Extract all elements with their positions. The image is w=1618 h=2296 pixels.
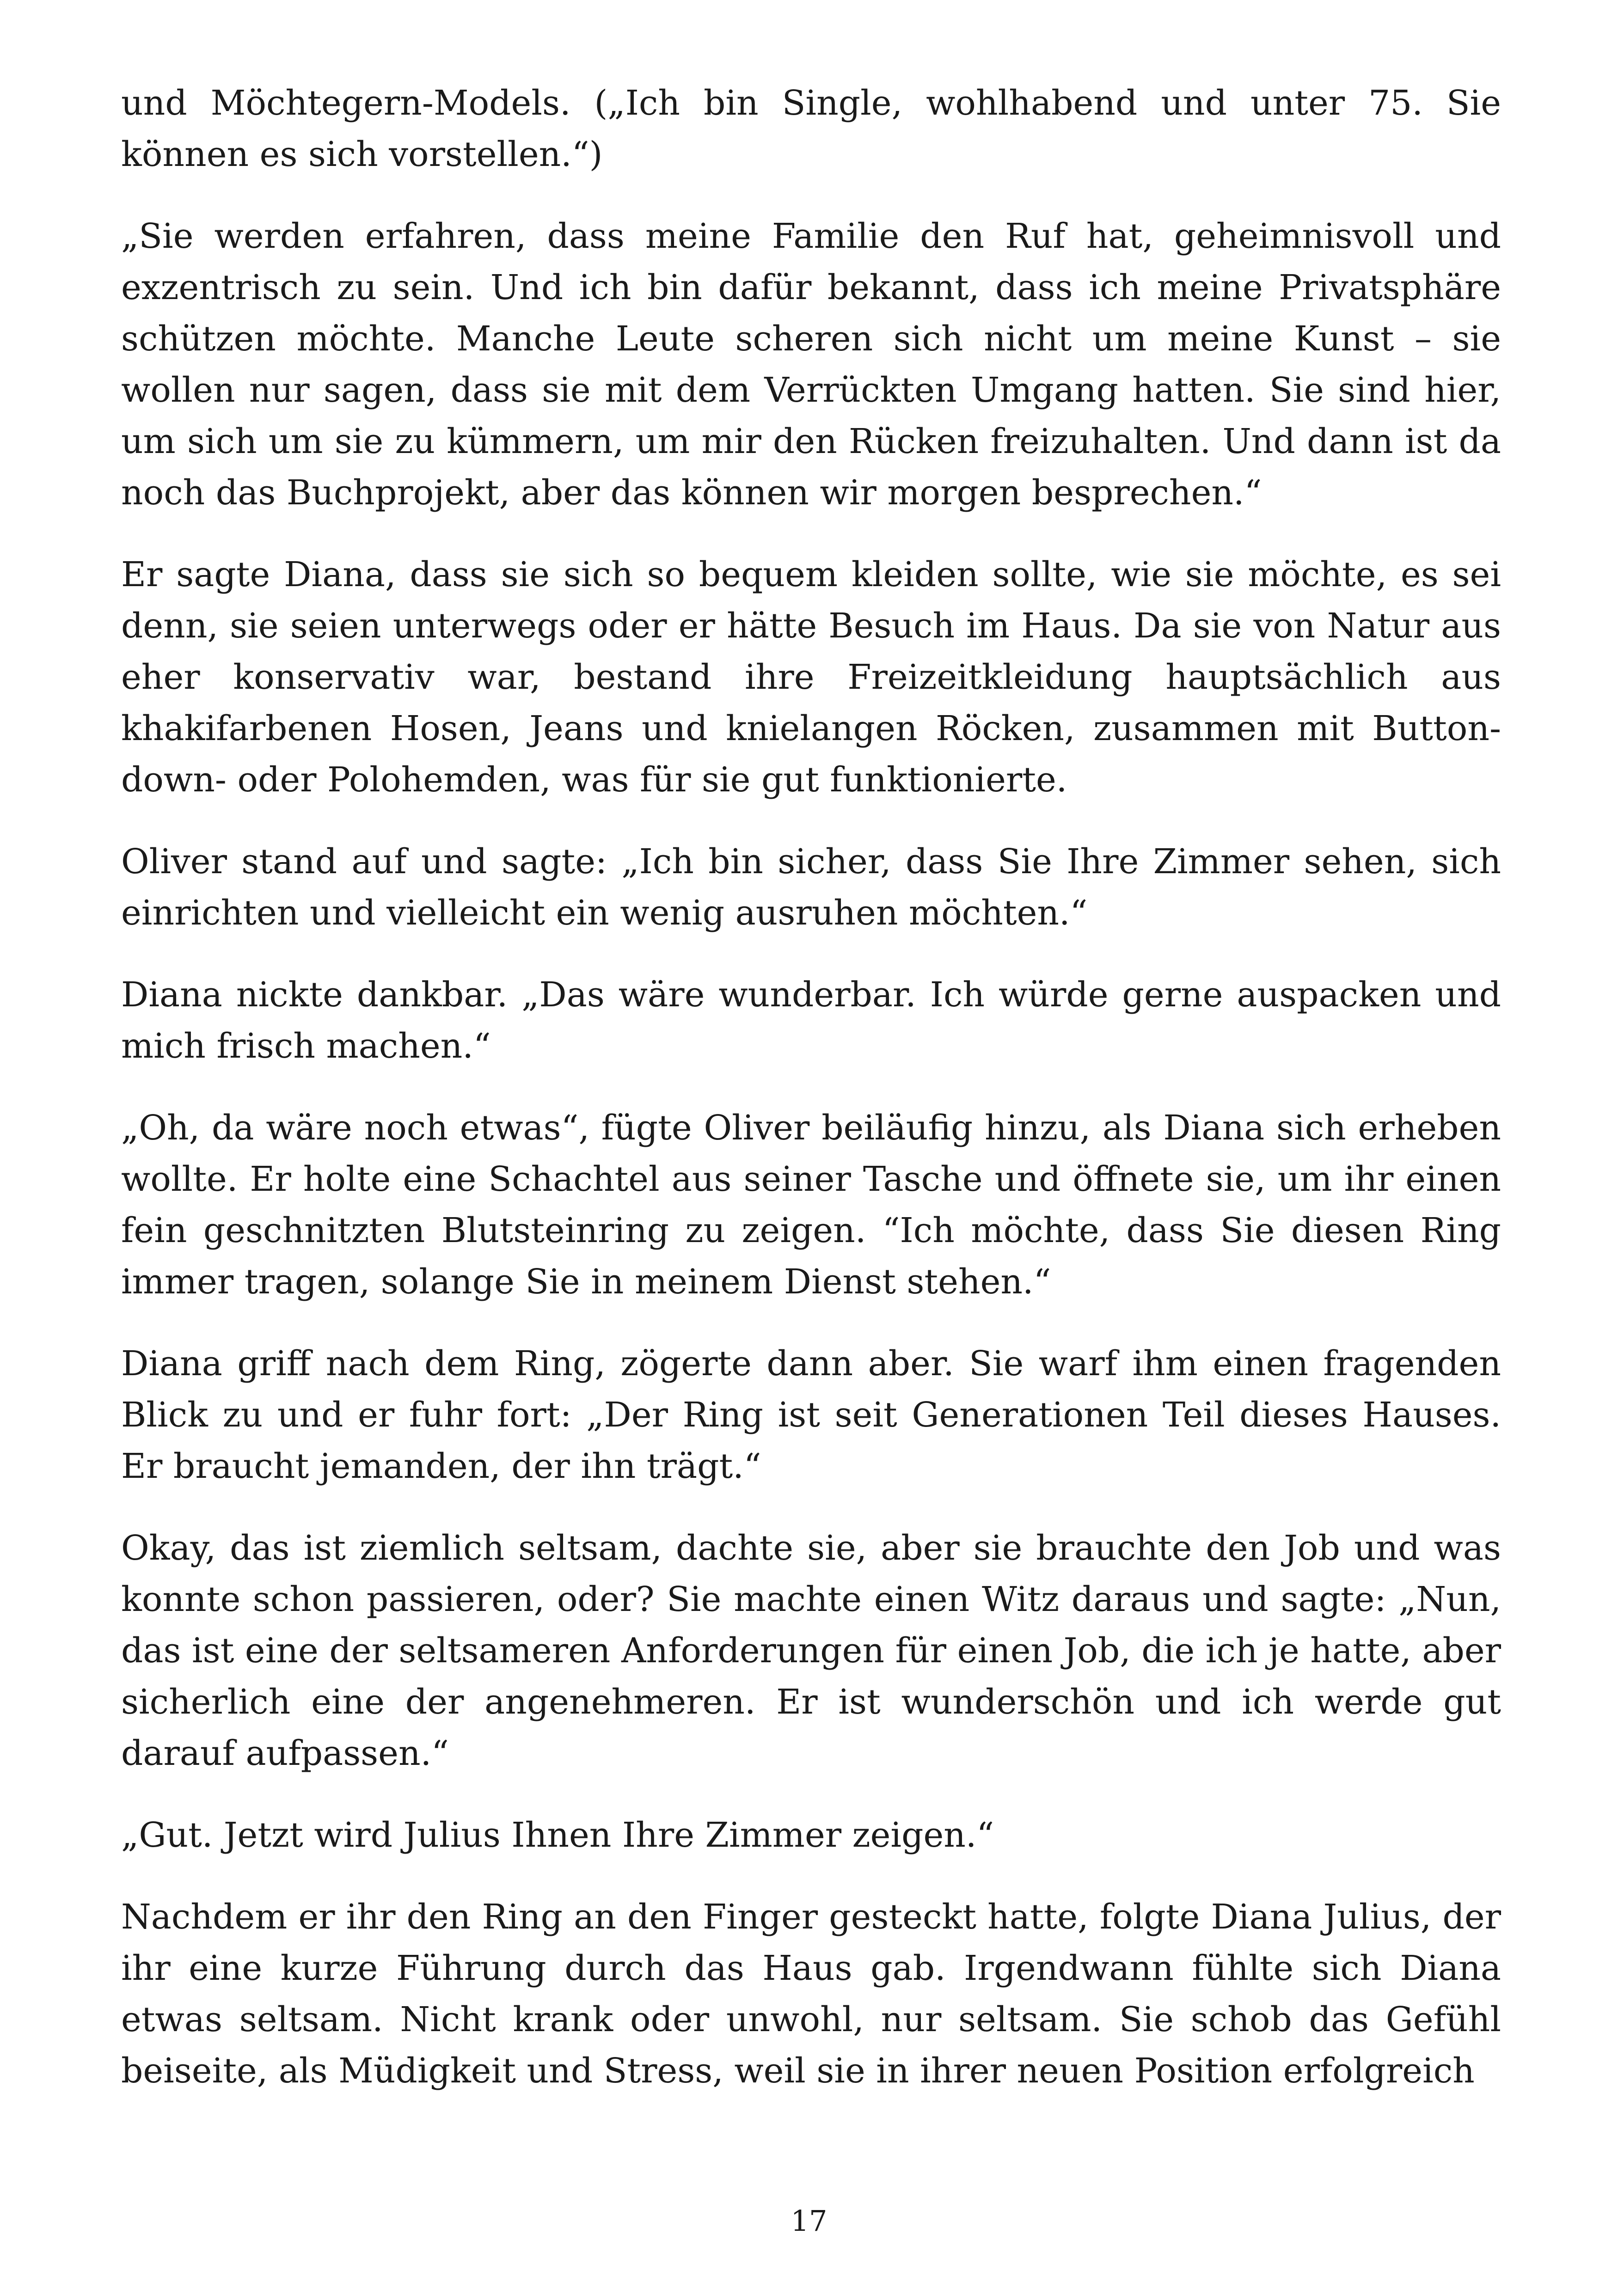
paragraph-4: Oliver stand auf und sagte: „Ich bin sicher, dass Sie Ihre Zimmer sehen, sich einrichten und vielleicht ein wenig ausruhen möchten.“	[121, 842, 1501, 933]
paragraph-9: „Gut. Jetzt wird Julius Ihnen Ihre Zimmer zeigen.“	[121, 1815, 994, 1855]
paragraph-5: Diana nickte dankbar. „Das wäre wunderbar. Ich würde gerne auspacken und mich frisch machen.“	[121, 975, 1501, 1066]
paragraph-7: Diana griff nach dem Ring, zögerte dann aber. Sie warf ihm einen fragenden Blick zu und er fuhr fort: „Der Ring ist seit Generationen Teil dieses Hauses. Er braucht jemanden, der ihn trägt.“	[121, 1344, 1501, 1486]
paragraph-6: „Oh, da wäre noch etwas“, fügte Oliver beiläufig hinzu, als Diana sich erheben wollte. Er holte eine Schachtel aus seiner Tasche und öffnete sie, um ihr einen fein geschnitzten Blutsteinring zu zeigen. “Ich möchte, dass Sie diesen Ring immer tragen, solange Sie in meinem Dienst stehen.“	[121, 1108, 1501, 1302]
page-body	[121, 78, 1501, 2127]
paragraph-2: „Sie werden erfahren, dass meine Familie den Ruf hat, geheimnisvoll und exzentrisch zu sein. Und ich bin dafür bekannt, dass ich meine Privatsphäre schützen möchte. Manche Leute scheren sich nicht um meine Kunst – sie wollen nur sagen, dass sie mit dem Verrückten Umgang hatten. Sie sind hier, um sich um sie zu kümmern, um mir den Rücken freizuhalten. Und dann ist da noch das Buchprojekt, aber das können wir morgen besprechen.“	[121, 216, 1501, 513]
paragraph-3: Er sagte Diana, dass sie sich so bequem kleiden sollte, wie sie möchte, es sei denn, sie seien unterwegs oder er hätte Besuch im Haus. Da sie von Natur aus eher konservativ war, bestand ihre Freizeitkleidung hauptsächlich aus khakifarbenen Hosen, Jeans und knielangen Röcken, zusammen mit Button-down- oder Polohemden, was für sie gut funktionierte.	[121, 555, 1501, 800]
paragraph-10: Nachdem er ihr den Ring an den Finger gesteckt hatte, folgte Diana Julius, der ihr eine kurze Führung durch das Haus gab. Irgendwann fühlte sich Diana etwas seltsam. Nicht krank oder unwohl, nur seltsam. Sie schob das Gefühl beiseite, als Müdigkeit und Stress, weil sie in ihrer neuen Position erfolgreich	[121, 1897, 1501, 2091]
page-number: 17	[791, 2204, 827, 2238]
paragraph-1: und Möchtegern-Models. („Ich bin Single, wohlhabend und unter 75. Sie können es sich vorstellen.“)	[121, 83, 1501, 174]
paragraph-8: Okay, das ist ziemlich seltsam, dachte sie, aber sie brauchte den Job und was konnte schon passieren, oder? Sie machte einen Witz daraus und sagte: „Nun, das ist eine der seltsameren Anforderungen für einen Job, die ich je hatte, aber sicherlich eine der angenehmeren. Er ist wunderschön und ich werde gut darauf aufpassen.“	[121, 1528, 1501, 1773]
